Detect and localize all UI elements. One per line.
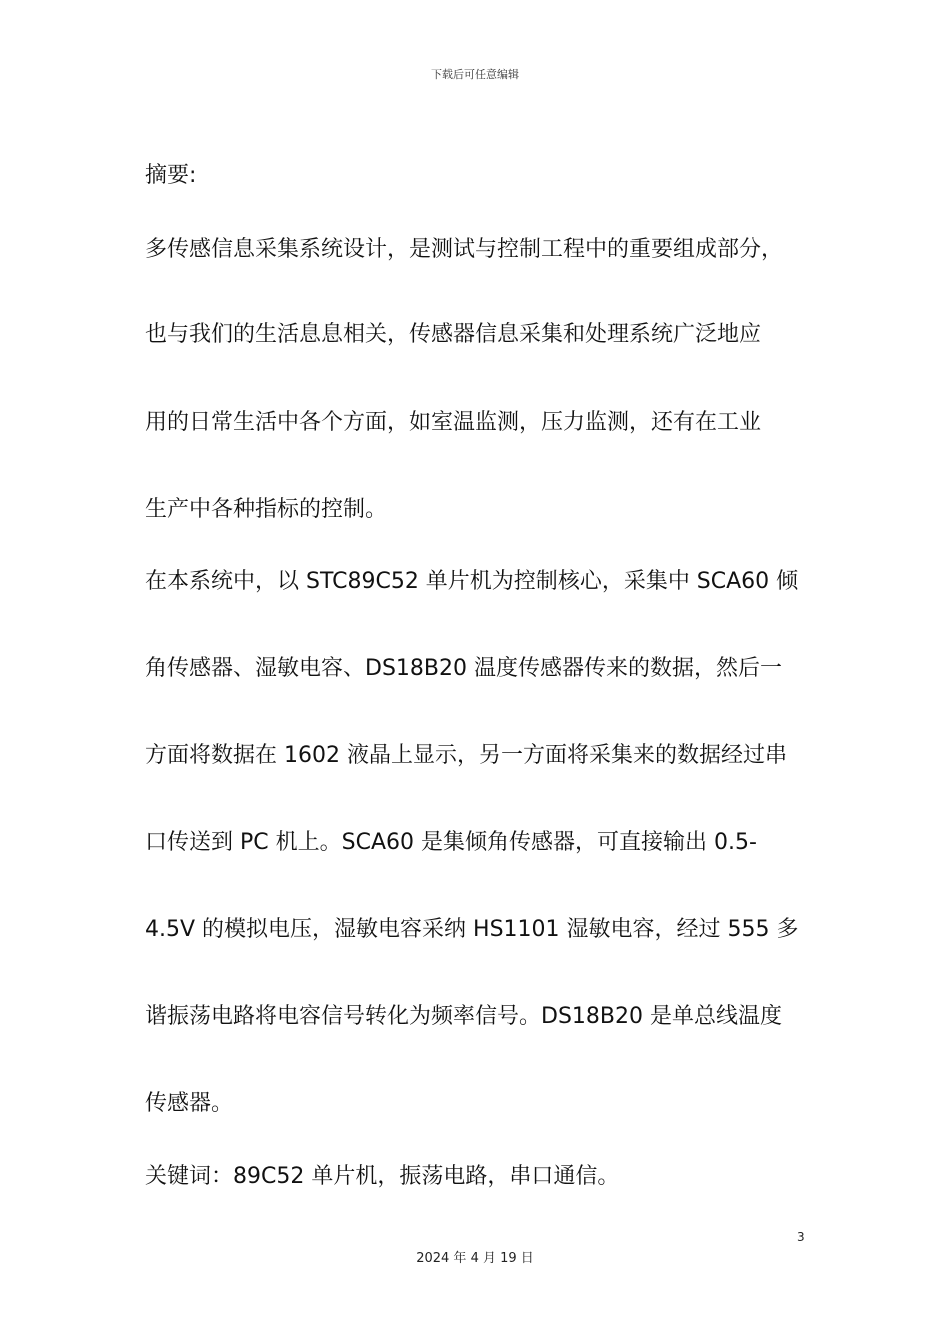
abstract-line: 多传感信息采集系统设计，是测试与控制工程中的重要组成部分， — [145, 237, 784, 262]
abstract-line: 口传送到 PC 机上。SCA60 是集倾角传感器，可直接输出 0.5- — [145, 830, 757, 855]
abstract-line: 谐振荡电路将电容信号转化为频率信号。DS18B20 是单总线温度 — [145, 1004, 782, 1029]
header-note: 下载后可任意编辑 — [431, 68, 519, 81]
abstract-line: 传感器。 — [145, 1091, 234, 1116]
abstract-line: 用的日常生活中各个方面，如室温监测，压力监测，还有在工业 — [145, 410, 762, 435]
abstract-heading: 摘要: — [145, 163, 197, 188]
abstract-line: 也与我们的生活息息相关，传感器信息采集和处理系统广泛地应 — [145, 322, 762, 347]
abstract-line: 角传感器、湿敏电容、DS18B20 温度传感器传来的数据，然后一 — [145, 656, 782, 681]
abstract-line: 在本系统中，以 STC89C52 单片机为控制核心，采集中 SCA60 倾 — [145, 569, 799, 594]
abstract-line: 4.5V 的模拟电压，湿敏电容采纳 HS1101 湿敏电容，经过 555 多 — [145, 917, 799, 942]
footer-date: 2024 年 4 月 19 日 — [416, 1251, 534, 1266]
keywords-line: 关键词：89C52 单片机，振荡电路，串口通信。 — [145, 1164, 620, 1189]
abstract-line: 生产中各种指标的控制。 — [145, 497, 388, 522]
page-number: 3 — [797, 1230, 805, 1244]
abstract-line: 方面将数据在 1602 液晶上显示，另一方面将采集来的数据经过串 — [145, 743, 787, 768]
